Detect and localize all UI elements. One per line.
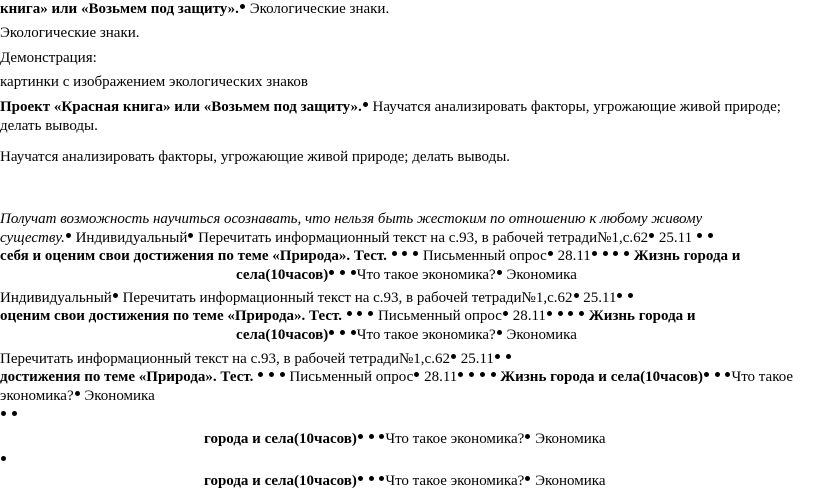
bullet-dot xyxy=(340,330,345,335)
bullet-dot xyxy=(697,233,702,238)
bullet-dot xyxy=(363,102,368,107)
bold-text: достижения по теме «Природа». Тест. xyxy=(0,369,254,385)
bullet-dot xyxy=(525,476,530,481)
bold-text: города и села(10часов) xyxy=(204,473,357,489)
bullet-dot xyxy=(628,293,633,298)
bullet-dot xyxy=(548,251,553,256)
bullet-dot xyxy=(613,251,618,256)
bullet-dot xyxy=(75,391,80,396)
bullet-dot xyxy=(547,311,552,316)
bullet-dot xyxy=(497,270,502,275)
text-line: картинки с изображением экологических знаков xyxy=(0,74,308,90)
bold-text: села(10часов) xyxy=(236,327,329,343)
bullet-dot xyxy=(1,411,6,416)
bullet-dot xyxy=(12,411,17,416)
bold-text: Жизнь города и xyxy=(585,308,696,324)
bullet-dot xyxy=(497,330,502,335)
bullet-dot xyxy=(506,354,511,359)
bullet-dot xyxy=(592,251,597,256)
bullet-dot xyxy=(704,372,709,377)
bullet-dot xyxy=(369,476,374,481)
bullet-dot xyxy=(1,456,6,461)
bullet-dot xyxy=(347,311,352,316)
text-line: достижения по теме «Природа». Тест. Письменный опрос 28.11 Жизнь города и села(10часов) Что такое xyxy=(0,369,794,385)
text-line: Индивидуальный Перечитать информационный текст на с.93, в рабочей тетради№1,с.62 25.11 xyxy=(0,289,634,307)
bullet-dot xyxy=(617,293,622,298)
bold-text: оценим свои достижения по теме «Природа». Тест. xyxy=(0,308,342,324)
text-line: Демонстрация: xyxy=(0,50,97,66)
bullet-dot xyxy=(269,372,274,377)
bullet-dot xyxy=(66,233,71,238)
bullet-dot xyxy=(113,293,118,298)
bold-text: Жизнь города и села(10часов) xyxy=(496,369,703,385)
bullet-dot xyxy=(413,251,418,256)
bullet-dot xyxy=(525,434,530,439)
bullet-dot xyxy=(379,476,384,481)
text-line xyxy=(0,0,389,18)
bullet-dot xyxy=(414,372,419,377)
bullet-dot xyxy=(379,434,384,439)
text-line: города и села(10часов) Что такое экономика? Экономика xyxy=(204,473,606,489)
bold-text: села(10часов) xyxy=(236,267,329,283)
bullet-dot xyxy=(368,311,373,316)
bullet-dot xyxy=(351,330,356,335)
bullet-dot xyxy=(469,372,474,377)
bold-text: себя и оценим свои достижения по теме «Природа». Тест. xyxy=(0,248,387,264)
bullet-dot xyxy=(715,372,720,377)
text-line: экономика? Экономика xyxy=(0,388,155,404)
bullet-dot xyxy=(402,251,407,256)
text-line: себя и оценим свои достижения по теме «Природа». Тест. Письменный опрос 28.11 Жизнь города и xyxy=(0,248,741,264)
text-line: Экологические знаки. xyxy=(0,25,140,41)
bullet-dot xyxy=(579,311,584,316)
text-line xyxy=(0,98,781,116)
bold-text: Проект «Красная книга» или «Возьмем под защиту». xyxy=(0,99,362,115)
bullet-dot xyxy=(392,251,397,256)
bullet-dot xyxy=(708,233,713,238)
bullet-dot xyxy=(451,354,456,359)
text-line: делать выводы. xyxy=(0,118,98,134)
text-line: села(10часов) Что такое экономика? Экономика xyxy=(236,267,577,283)
text-line: оценим свои достижения по теме «Природа». Тест. Письменный опрос 28.11 Жизнь города и xyxy=(0,308,696,324)
text-line xyxy=(0,407,18,425)
bullet-dot xyxy=(280,372,285,377)
bullet-dot xyxy=(480,372,485,377)
text: Научатся анализировать факторы, угрожающие живой природе; xyxy=(368,99,781,115)
text-line: существу. Индивидуальный Перечитать информационный текст на с.93, в рабочей тетради№1,с.62 25.11 xyxy=(0,229,714,247)
bullet-dot xyxy=(458,372,463,377)
bullet-dot xyxy=(188,233,193,238)
bullet-dot xyxy=(340,270,345,275)
bullet-dot xyxy=(369,434,374,439)
text-line: Перечитать информационный текст на с.93, в рабочей тетради№1,с.62 25.11 xyxy=(0,350,512,368)
bullet-dot xyxy=(603,251,608,256)
bullet-dot xyxy=(495,354,500,359)
text-line: села(10часов) Что такое экономика? Экономика xyxy=(236,327,577,343)
bullet-dot xyxy=(574,293,579,298)
text-line: города и села(10часов) Что такое экономика? Экономика xyxy=(204,431,606,447)
bullet-dot xyxy=(725,372,730,377)
bold-text: города и села(10часов) xyxy=(204,431,357,447)
text: Экологические знаки. xyxy=(245,1,390,17)
bullet-dot xyxy=(568,311,573,316)
bullet-dot xyxy=(258,372,263,377)
bold-text: Жизнь города и xyxy=(630,248,741,264)
bullet-dot xyxy=(358,476,363,481)
bullet-dot xyxy=(558,311,563,316)
bullet-dot xyxy=(329,270,334,275)
bold-text: книга» или «Возьмем под защиту». xyxy=(0,1,239,17)
bullet-dot xyxy=(329,330,334,335)
italic-text: существу. xyxy=(0,230,65,246)
bullet-dot xyxy=(240,4,245,9)
bullet-dot xyxy=(358,434,363,439)
bullet-dot xyxy=(624,251,629,256)
bullet-dot xyxy=(491,372,496,377)
text-line: Получат возможность научиться осознавать, что нельзя быть жестоким по отношению к любому живому xyxy=(0,211,703,227)
bullet-dot xyxy=(649,233,654,238)
text-line xyxy=(0,452,7,470)
bullet-dot xyxy=(357,311,362,316)
bullet-dot xyxy=(503,311,508,316)
text-line: Научатся анализировать факторы, угрожающие живой природе; делать выводы. xyxy=(0,149,511,165)
bullet-dot xyxy=(351,270,356,275)
